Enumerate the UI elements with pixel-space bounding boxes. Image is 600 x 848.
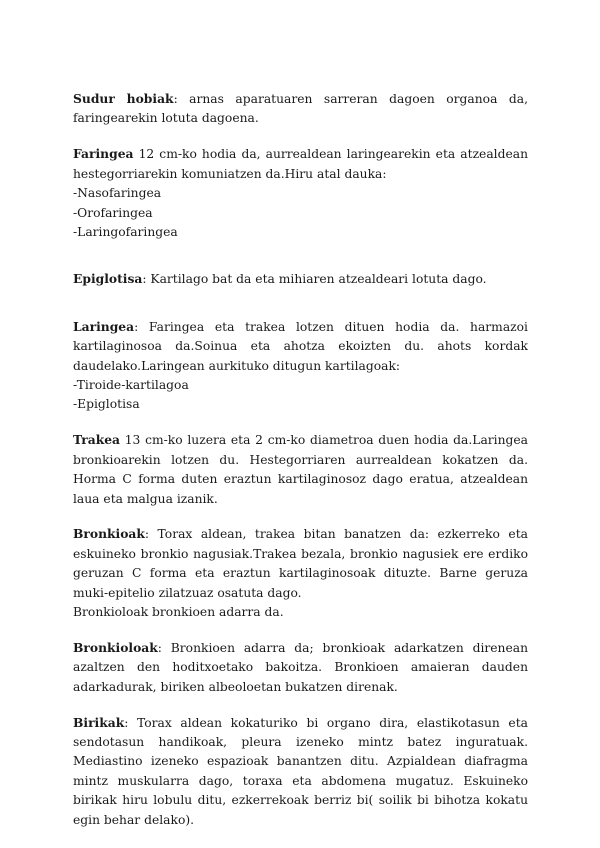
term-heading: Trakea xyxy=(73,432,121,448)
section-faringea xyxy=(73,144,528,242)
definition-text: : Kartilago bat da eta mihiaren atzealdeari lotuta dago. xyxy=(142,272,487,287)
section-epiglotisa xyxy=(73,269,528,289)
section-bronkioloak xyxy=(73,638,528,697)
section-laringea xyxy=(73,317,528,415)
term-heading: Bronkioloak xyxy=(73,639,158,655)
definition-text: : Torax aldean, trakea bitan banatzen da: ezkerreko eta eskuineko bronkio nagusiak.Trakea bezala, bronkio nagusiek ere erdiko geruzan C forma eta eraztun kartilaginosoak dituzte. Barne geruza muki-epitelio zilatzuaz osatuta dago. xyxy=(73,527,528,600)
list-item: -Tiroide-kartilagoa xyxy=(73,377,189,392)
list-item: -Orofaringea xyxy=(73,205,153,220)
section-bronkioak xyxy=(73,524,528,622)
section-sudur-hobiak xyxy=(73,89,528,129)
definition-text: : Faringea eta trakea lotzen dituen hodia da. harmazoi kartilaginosoa da.Soinua eta ahotza ekoizten du. ahots kordak daudelako.Laringean aurkituko ditugun kartilagoak: xyxy=(73,319,528,373)
term-heading: Sudur hobiak xyxy=(73,91,174,106)
extra-line: Bronkioloak bronkioen adarra da. xyxy=(73,605,284,620)
term-heading: Faringea xyxy=(73,146,134,162)
definition-text: : Torax aldean kokaturiko bi organo dira, elastikotasun eta sendotasun handikoak, pleura izeneko mintz batez inguratuak. Mediastino izeneko espazioak banantzen ditu. Azpialdean diafragma mintz muskularra dago, toraxa eta abdomena mugatuz. Eskuineko birikak hiru lobulu ditu, ezkerrekoak berriz bi( soilik bi bihotza kokatu egin behar delako). xyxy=(73,715,528,827)
section-birikak xyxy=(73,713,528,830)
term-heading: Epiglotisa xyxy=(73,271,143,287)
definition-text: : Bronkioen adarra da; bronkioak adarkatzen direnean azaltzen den hoditxoetako bakoitza. Bronkioen amaieran dauden adarkadurak, biriken albeoloetan bukatzen direnak. xyxy=(73,640,528,694)
term-heading: Laringea xyxy=(73,318,135,334)
term-heading: Birikak xyxy=(73,714,125,730)
definition-text: : arnas aparatuaren sarreran dagoen organoa da, faringearekin lotuta dagoena. xyxy=(73,92,528,126)
list-item: -Nasofaringea xyxy=(73,186,162,201)
term-heading: Bronkioak xyxy=(73,526,145,542)
list-item: -Epiglotisa xyxy=(73,397,140,412)
document-body xyxy=(73,89,528,846)
definition-text: 13 cm-ko luzera eta 2 cm-ko diametroa duen hodia da.Laringea bronkioarekin lotzen du. Hestegorriaren aurrealdean kokatzen da. Horma C forma duten eraztun kartilaginosoz dago eratua, atzealdean laua eta malgua izanik. xyxy=(73,433,528,506)
list-item: -Laringofaringea xyxy=(73,224,178,239)
definition-text: 12 cm-ko hodia da, aurrealdean laringearekin eta atzealdean hestegorriarekin komuniatzen da.Hiru atal dauka: xyxy=(73,147,528,181)
section-trakea xyxy=(73,430,528,509)
